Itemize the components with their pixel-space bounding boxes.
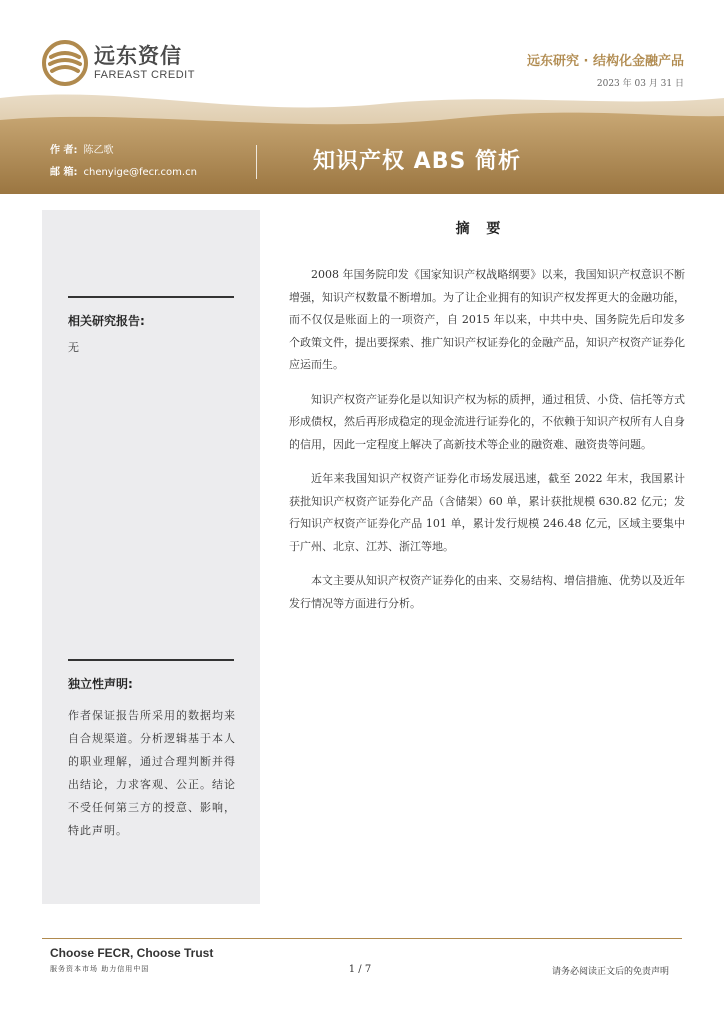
author-name: 陈乙歌 <box>83 145 114 156</box>
email-label: 邮 箱: <box>50 167 78 178</box>
footer-disclaimer: 请务必阅读正文后的免责声明 <box>551 967 669 977</box>
related-research-heading: 相关研究报告: <box>68 314 145 328</box>
sidebar-panel <box>42 210 260 904</box>
report-date: 2023 年 03 月 31 日 <box>596 79 684 89</box>
sidebar-divider <box>68 296 234 298</box>
independence-heading: 独立性声明: <box>68 677 133 691</box>
document-title: 知识产权 ABS 简析 <box>313 149 521 174</box>
page-number: 1 / 7 <box>348 964 372 975</box>
sidebar-divider <box>68 659 234 661</box>
author-email[interactable]: chenyige@fecr.com.cn <box>83 167 197 178</box>
report-series: 远东研究 · 结构化金融产品 <box>527 54 684 69</box>
brand-name-en: FAREAST CREDIT <box>94 69 195 81</box>
summary-paragraph: 本文主要从知识产权资产证券化的由来、交易结构、增信措施、优势以及近年发行情况等方面进行分析。 <box>289 574 685 610</box>
independence-text: 作者保证报告所采用的数据均来自合规渠道。分析逻辑基于本人的职业理解，通过合理判断并得出结论，力求客观、公正。结论不受任何第三方的授意、影响，特此声明。 <box>68 709 236 837</box>
footer-divider <box>42 938 682 939</box>
footer-slogan-cn: 服务资本市场 助力信用中国 <box>50 965 150 973</box>
company-logo <box>42 40 195 86</box>
fareast-credit-logo-icon <box>42 40 88 86</box>
summary-paragraph: 2008 年国务院印发《国家知识产权战略纲要》以来，我国知识产权意识不断增强，知识产权数量不断增加。为了让企业拥有的知识产权发挥更大的金融功能，而不仅仅是账面上的一项资产，自 2015 年以来，中共中央、国务院先后印发多个政策文件，提出要探索、推广知识产权证券化的金融产品，知识产权资产证券化应运而生。 <box>289 268 685 371</box>
summary-paragraph: 近年来我国知识产权资产证券化市场发展迅速，截至 2022 年末，我国累计获批知识产权资产证券化产品（含储架）60 单，累计获批规模 630.82 亿元；发行知识产权资产证券化产品 101 单，累计发行规模 246.48 亿元，区域主要集中于广州、北京、江苏、浙江等地。 <box>289 472 685 553</box>
summary-body <box>289 264 685 627</box>
related-research-value: 无 <box>68 341 80 354</box>
brand-name-cn: 远东资信 <box>94 44 182 68</box>
author-label: 作 者: <box>50 145 78 156</box>
footer-slogan-en: Choose FECR, Choose Trust <box>50 946 214 960</box>
summary-paragraph: 知识产权资产证券化是以知识产权为标的质押，通过租赁、小贷、信托等方式形成债权，然后再形成稳定的现金流进行证券化的，不依赖于知识产权所有人自身的信用，因此一定程度上解决了高新技术等企业的融资难、融资贵等问题。 <box>289 392 685 451</box>
summary-title: 摘 要 <box>455 221 507 237</box>
author-info <box>50 140 197 184</box>
